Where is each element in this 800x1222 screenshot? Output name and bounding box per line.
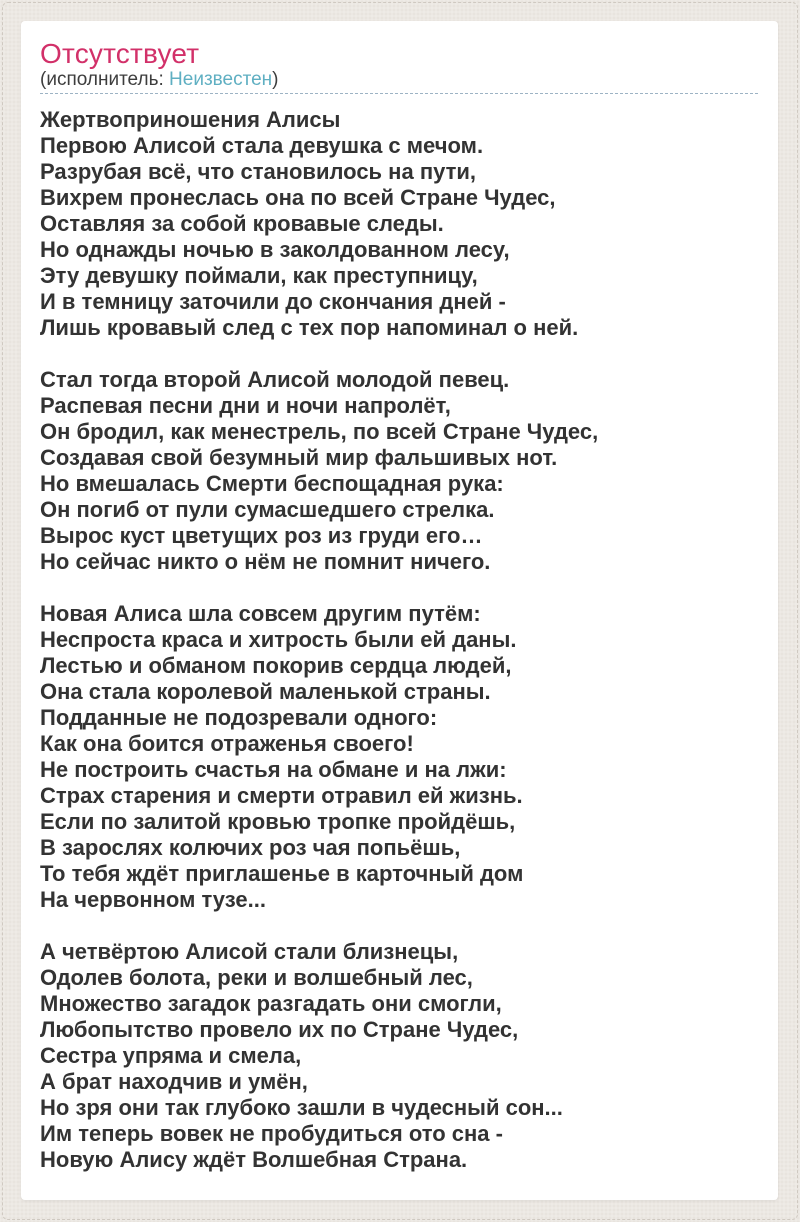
stanza-gap — [40, 341, 758, 367]
lyrics-text — [40, 107, 758, 1173]
stanza-gap — [40, 913, 758, 939]
lyric-line: Одолев болота, реки и волшебный лес, — [40, 965, 473, 990]
lyric-line: Неспроста краса и хитрость были ей даны. — [40, 627, 517, 652]
lyric-line: Им теперь вовек не пробудиться ото сна - — [40, 1121, 503, 1146]
lyric-line: Разрубая всё, что становилось на пути, — [40, 159, 477, 184]
lyric-line: А брат находчив и умён, — [40, 1069, 308, 1094]
lyric-line: Страх старения и смерти отравил ей жизнь. — [40, 783, 523, 808]
lyric-line: Новая Алиса шла совсем другим путём: — [40, 601, 481, 626]
lyrics-card — [21, 21, 778, 1200]
artist-line — [40, 69, 758, 91]
lyric-line: В зарослях колючих роз чая попьёшь, — [40, 835, 461, 860]
lyric-line: Но однажды ночью в заколдованном лесу, — [40, 237, 510, 262]
lyric-line: Первою Алисой стала девушка с мечом. — [40, 133, 484, 158]
lyric-line: Создавая свой безумный мир фальшивых нот. — [40, 445, 558, 470]
lyric-line: Новую Алису ждёт Волшебная Страна. — [40, 1147, 468, 1172]
lyric-line: Она стала королевой маленькой страны. — [40, 679, 491, 704]
lyric-line: Не построить счастья на обмане и на лжи: — [40, 757, 507, 782]
lyric-line: Стал тогда второй Алисой молодой певец. — [40, 367, 510, 392]
artist-suffix: ) — [272, 69, 279, 90]
song-title: Отсутствует — [40, 38, 200, 69]
artist-label: (исполнитель: — [40, 69, 170, 90]
lyric-line: Эту девушку поймали, как преступницу, — [40, 263, 478, 288]
lyric-line: Но сейчас никто о нём не помнит ничего. — [40, 549, 491, 574]
header — [40, 39, 758, 94]
lyric-line: Если по залитой кровью тропке пройдёшь, — [40, 809, 516, 834]
lyric-line: На червонном тузе... — [40, 887, 266, 912]
lyric-line: И в темницу заточили до скончания дней - — [40, 289, 506, 314]
lyric-line: Он бродил, как менестрель, по всей Стране Чудес, — [40, 419, 599, 444]
lyric-line: Вырос куст цветущих роз из груди его… — [40, 523, 483, 548]
lyric-line: Лишь кровавый след с тех пор напоминал о ней. — [40, 315, 579, 340]
lyric-line: Распевая песни дни и ночи напролёт, — [40, 393, 451, 418]
lyric-line: Множество загадок разгадать они смогли, — [40, 991, 502, 1016]
lyric-line: Но вмешалась Смерти беспощадная рука: — [40, 471, 504, 496]
stanza-gap — [40, 575, 758, 601]
lyric-line: Любопытство провело их по Стране Чудес, — [40, 1017, 519, 1042]
lyric-line: Жертвоприношения Алисы — [40, 107, 341, 132]
lyric-line: А четвёртою Алисой стали близнецы, — [40, 939, 459, 964]
lyric-line: То тебя ждёт приглашенье в карточный дом — [40, 861, 524, 886]
lyric-line: Он погиб от пули сумасшедшего стрелка. — [40, 497, 495, 522]
lyric-line: Как она боится отраженья своего! — [40, 731, 414, 756]
artist-link[interactable]: Неизвестен — [169, 69, 273, 90]
lyric-line: Сестра упряма и смела, — [40, 1043, 302, 1068]
lyric-line: Лестью и обманом покорив сердца людей, — [40, 653, 512, 678]
lyric-line: Подданные не подозревали одного: — [40, 705, 438, 730]
lyric-line: Оставляя за собой кровавые следы. — [40, 211, 444, 236]
lyric-line: Но зря они так глубоко зашли в чудесный сон... — [40, 1095, 563, 1120]
lyric-line: Вихрем пронеслась она по всей Стране Чудес, — [40, 185, 556, 210]
